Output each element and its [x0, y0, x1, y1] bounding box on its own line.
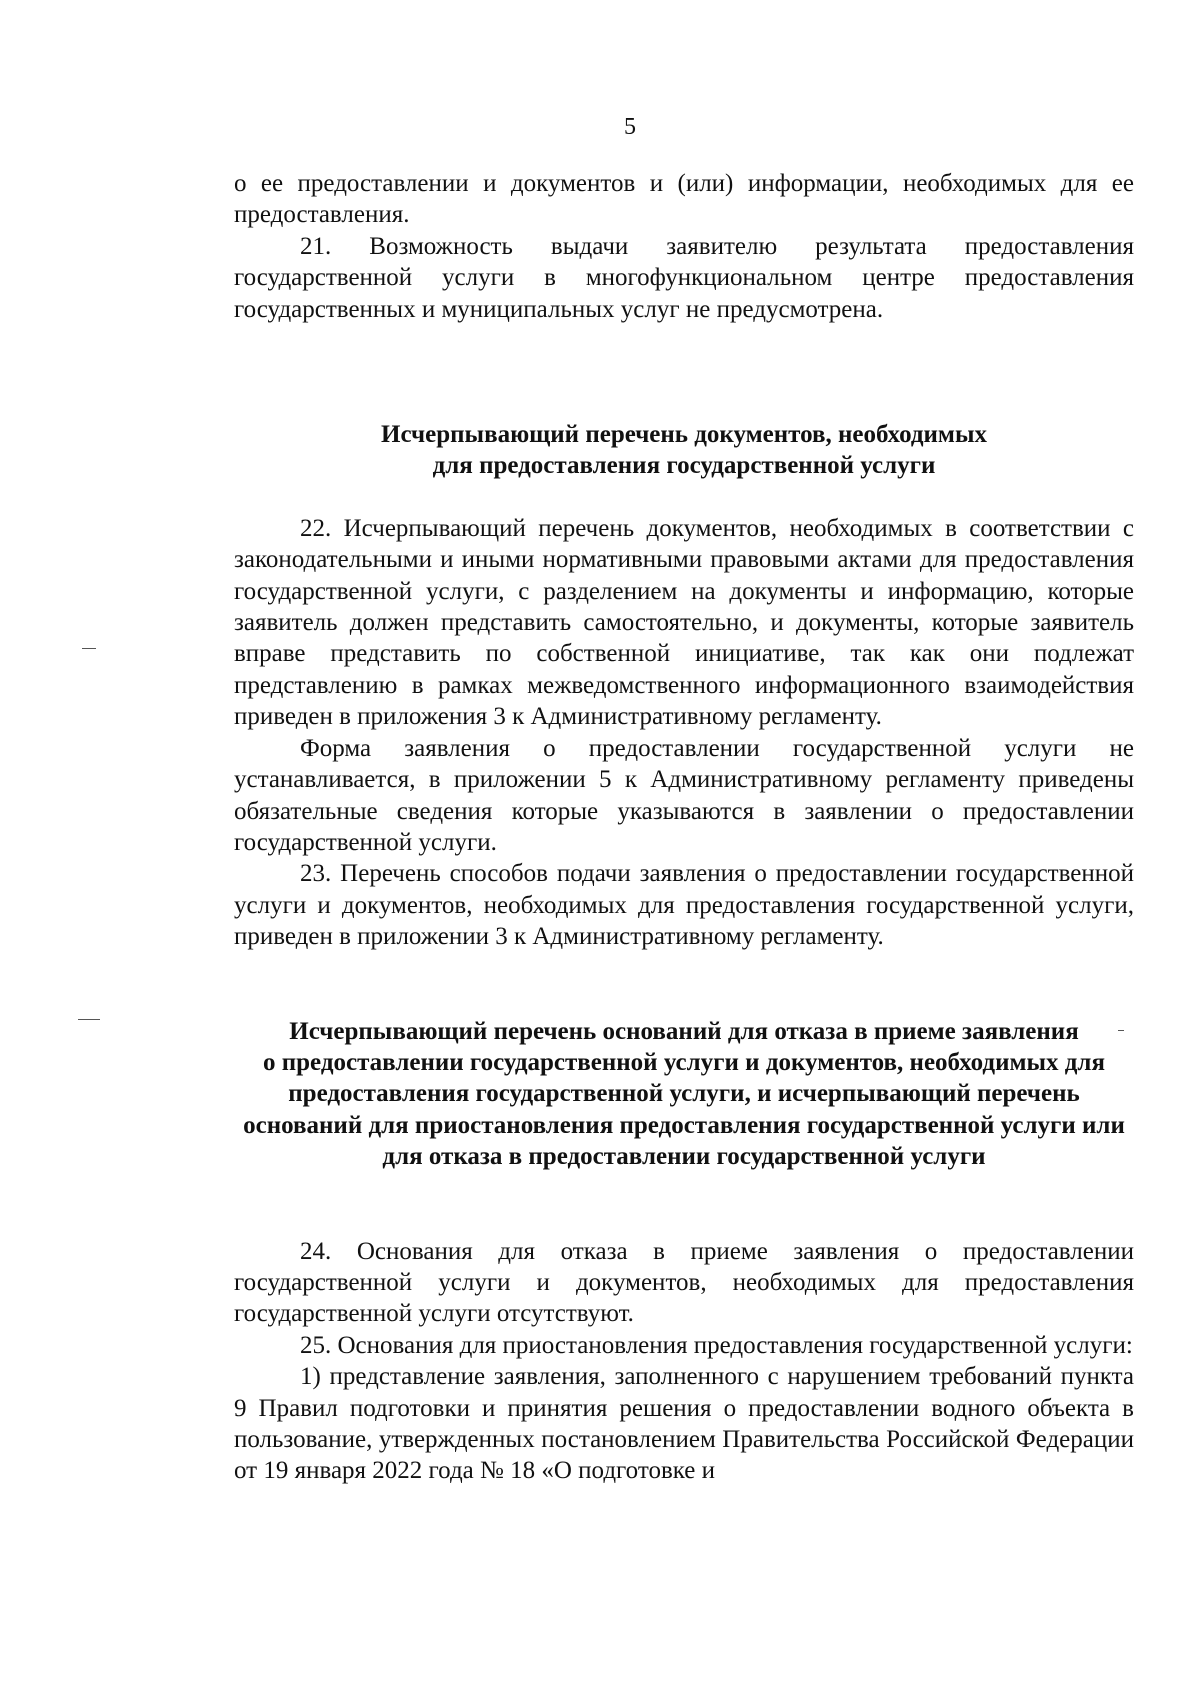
heading-line: предоставления государственной услуги, и исчерпывающий перечень [288, 1080, 1080, 1108]
heading-line: Исчерпывающий перечень документов, необходимых [381, 421, 987, 449]
section-middle [234, 513, 1134, 953]
paragraph-22-form: Форма заявления о предоставлении государственной услуги не устанавливается, в приложении 5 к Административному регламенту приведены обязательные сведения которые указываются в заявлении о предоставлении государственной услуги. [234, 734, 1134, 856]
scan-mark [78, 1019, 100, 1020]
section-top [234, 168, 1134, 325]
paragraph-21: 21. Возможность выдачи заявителю результата предоставления государственной услуги в многофункциональном центре предоставления государственных и муниципальных услуг не предусмотрена. [234, 232, 1134, 323]
heading-line: для предоставления государственной услуги [432, 452, 936, 480]
paragraph-continuation: о ее предоставлении и документов и (или) информации, необходимых для ее предоставления. [234, 170, 1134, 229]
section-heading-documents [234, 419, 1134, 482]
paragraph-24: 24. Основания для отказа в приеме заявления о предоставлении государственной услуги и документов, необходимых для предоставления государственной услуги отсутствуют. [234, 1237, 1134, 1328]
scan-mark [82, 648, 96, 649]
heading-line: о предоставлении государственной услуги и документов, необходимых для [263, 1048, 1105, 1076]
page-number: 5 [624, 114, 636, 140]
spacer [234, 325, 1134, 419]
heading-line: оснований для приостановления предоставления государственной услуги или [243, 1111, 1125, 1139]
heading-line: для отказа в предоставлении государственной услуги [382, 1143, 986, 1171]
heading-line: Исчерпывающий перечень оснований для отказа в приеме заявления [289, 1017, 1079, 1045]
spacer [234, 1173, 1134, 1236]
spacer [234, 953, 1134, 1016]
scan-mark [1118, 1030, 1124, 1031]
section-bottom [234, 1236, 1134, 1487]
paragraph-23: 23. Перечень способов подачи заявления о предоставлении государственной услуги и документов, необходимых для предоставления государственной услуги, приведен в приложении 3 к Административному регламенту. [234, 860, 1134, 951]
paragraph-22: 22. Исчерпывающий перечень документов, необходимых в соответствии с законодательными и иными нормативными правовыми актами для предоставления государственной услуги, с разделением на документы и информацию, которые заявитель должен представить самостоятельно, и документы, которые заявитель вправе представить по собственной инициативе, так как они подлежат представлению в рамках межведомственного информационного взаимодействия приведен в приложения 3 к Административному регламенту. [234, 514, 1134, 731]
paragraph-25: 25. Основания для приостановления предоставления государственной услуги: [300, 1331, 1133, 1359]
section-heading-refusal-grounds [234, 1016, 1134, 1173]
document-body [234, 168, 1134, 1487]
paragraph-25-item-1: 1) представление заявления, заполненного с нарушением требований пункта 9 Правил подготовки и принятия решения о предоставлении водного объекта в пользование, утвержденных постановлением Правительства Российской Федерации от 19 января 2022 года № 18 «О подготовке и [234, 1363, 1134, 1485]
spacer [234, 482, 1134, 513]
